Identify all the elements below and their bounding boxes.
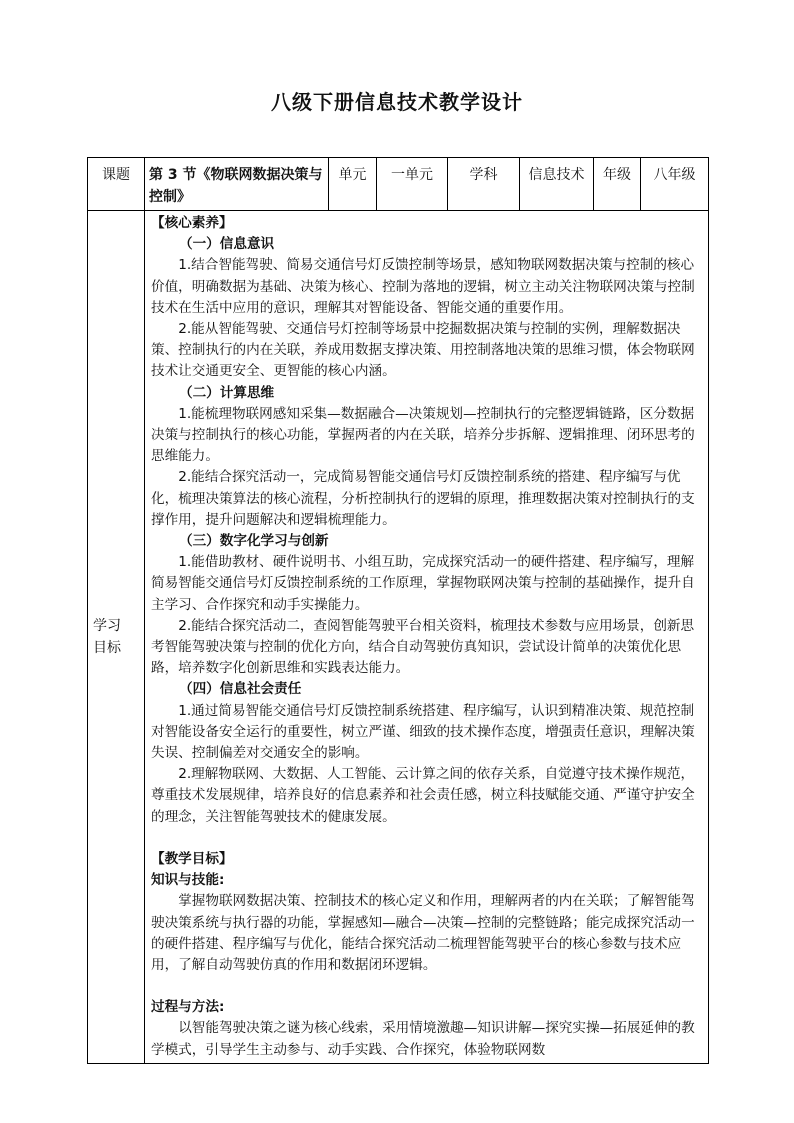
lesson-plan-table — [87, 157, 709, 1064]
header-cell-topic-label: 课题 — [88, 158, 145, 211]
side-label-line-1: 学习 — [93, 618, 121, 634]
header-cell-grade-value: 八年级 — [641, 158, 709, 211]
document-title: 八级下册信息技术教学设计 — [271, 90, 523, 114]
header-cell-unit-label: 单元 — [329, 158, 377, 211]
core-s4-p2: 2.理解物联网、大数据、人工智能、云计算之间的依存关系，自觉遵守技术操作规范，尊重技术发展规律，培养良好的信息素养和社会责任感，树立科技赋能交通、严谨守护安全的理念，关注智能驾驶技术的健康发展。 — [151, 766, 695, 825]
header-cell-subject-label: 学科 — [448, 158, 520, 211]
core-s4-p1: 1.通过简易智能交通信号灯反馈控制系统搭建、程序编写，认识到精准决策、规范控制对智能设备安全运行的重要性，树立严谨、细致的技术操作态度，增强责任意识，理解决策失误、控制偏差对交通安全的影响。 — [151, 702, 695, 762]
spacer — [151, 828, 702, 849]
core-s1-title: （一）信息意识 — [179, 236, 275, 253]
header-cell-grade-label: 年级 — [594, 158, 641, 211]
method-paragraph: 以智能驾驶决策之谜为核心线索，采用情境激趣—知识讲解—探究实操—拓展延伸的教学模式，引导学生主动参与、动手实践、合作探究，体验物联网数 — [151, 1020, 695, 1058]
side-label-line-2: 目标 — [93, 640, 121, 656]
header-cell-unit-value: 一单元 — [377, 158, 448, 211]
core-s3-title: （三）数字化学习与创新 — [179, 533, 329, 550]
core-heading: 【核心素养】 — [151, 215, 233, 231]
knowledge-paragraph: 掌握物联网数据决策、控制技术的核心定义和作用，理解两者的内在关联；了解智能驾驶决策系统与执行器的功能，掌握感知—融合—决策—控制的完整链路；能完成探究活动一的硬件搭建、程序编写与优化，能结合探究活动二梳理智能驾驶平台的核心参数与技术应用，了解自动驾驶仿真的作用和数据闭环逻辑。 — [151, 893, 695, 973]
core-s2-p1: 1.能梳理物联网感知采集—数据融合—决策规划—控制执行的完整逻辑链路，区分数据决策与控制执行的核心功能，掌握两者的内在关联，培养分步拆解、逻辑推理、闭环思考的思维能力。 — [151, 405, 695, 465]
spacer — [151, 976, 702, 997]
teach-heading: 【教学目标】 — [151, 850, 233, 867]
content-body — [145, 211, 708, 1061]
method-title: 过程与方法: — [151, 999, 225, 1016]
core-s1-p1: 1.结合智能驾驶、简易交通信号灯反馈控制等场景，感知物联网数据决策与控制的核心价值，明确数据为基础、决策为核心、控制为落地的逻辑，树立主动关注物联网决策与控制技术在生活中应用的意识，理解其对智能设备、智能交通的重要作用。 — [151, 257, 695, 316]
side-label-cell — [88, 211, 145, 1064]
core-s3-p2: 2.能结合探究活动二，查阅智能驾驶平台相关资料，梳理技术参数与应用场景，创新思考智能驾驶决策与控制的优化方向，结合自动驾驶仿真知识，尝试设计简单的决策优化思路，培养数字化创新思维和实践表达能力。 — [151, 617, 695, 677]
header-row — [88, 158, 709, 211]
core-s3-p1: 1.能借助教材、硬件说明书、小组互助，完成探究活动一的硬件搭建、程序编写，理解简易智能交通信号灯反馈控制系统的工作原理，掌握物联网决策与控制的基础操作，提升自主学习、合作探究和动手实操能力。 — [151, 554, 695, 613]
header-cell-subject-value: 信息技术 — [520, 158, 594, 211]
core-s1-p2: 2.能从智能驾驶、交通信号灯控制等场景中挖掘数据决策与控制的实例，理解数据决策、控制执行的内在关联，养成用数据支撑决策、用控制落地决策的思维习惯，体会物联网技术让交通更安全、更智能的核心内涵。 — [151, 321, 695, 380]
core-s2-title: （二）计算思维 — [179, 384, 275, 401]
core-s2-p2: 2.能结合探究活动一，完成简易智能交通信号灯反馈控制系统的搭建、程序编写与优化，梳理决策算法的核心流程，分析控制执行的逻辑的原理，推理数据决策对控制执行的支撑作用，提升问题解决和逻辑梳理能力。 — [151, 469, 695, 528]
body-row — [88, 211, 709, 1064]
knowledge-title: 知识与技能: — [151, 872, 225, 889]
content-cell — [145, 211, 709, 1064]
header-cell-topic-value: 第 3 节《物联网数据决策与控制》 — [145, 158, 329, 211]
core-s4-title: （四）信息社会责任 — [179, 681, 302, 698]
